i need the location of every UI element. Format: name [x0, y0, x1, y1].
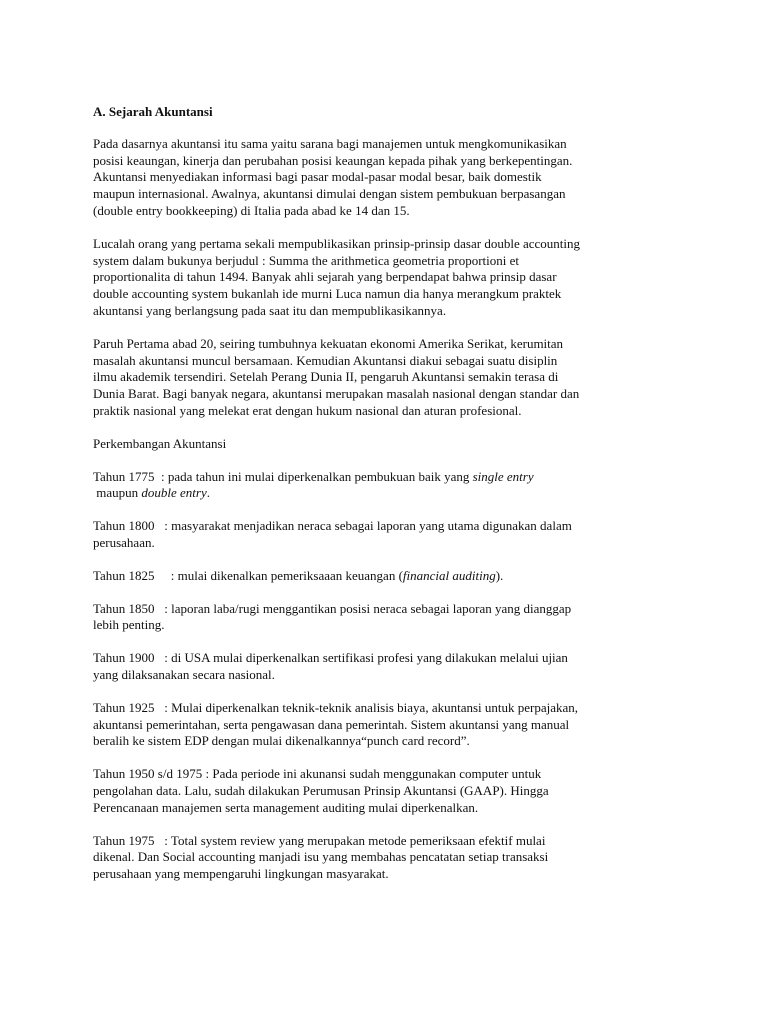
paragraph-20th-century [93, 336, 683, 420]
paragraph-line: masalah akuntansi muncul bersamaan. Kemudian Akuntansi diakui sebagai suatu disiplin [93, 352, 558, 368]
timeline-entry-1975 [93, 833, 683, 883]
timeline-entry-1825 [93, 568, 683, 585]
timeline-line: yang dilaksanakan secara nasional. [93, 666, 275, 682]
paragraph-line: ilmu akademik tersendiri. Setelah Perang Dunia II, pengaruh Akuntansi semakin terasa di [93, 369, 559, 385]
timeline-line: perusahaan. [93, 534, 155, 550]
timeline-text: maupun [93, 485, 142, 501]
timeline-entry-1775 [93, 469, 683, 503]
timeline-line: beralih ke sistem EDP dengan mulai dikenalkannya“punch card record”. [93, 733, 470, 749]
timeline-line: Tahun 1925 : Mulai diperkenalkan teknik-teknik analisis biaya, akuntansi untuk perpajakan, [93, 699, 579, 715]
document-page [93, 104, 683, 899]
paragraph-line: Paruh Pertama abad 20, seiring tumbuhnya kekuatan ekonomi Amerika Serikat, kerumitan [93, 335, 564, 351]
timeline-text: ). [495, 567, 504, 583]
section-heading: A. Sejarah Akuntansi [93, 104, 213, 119]
paragraph-line: maupun internasional. Awalnya, akuntansi dimulai dengan sistem pembukuan berpasangan [93, 186, 566, 202]
italic-term: financial auditing [402, 567, 496, 583]
paragraph-line: system dalam bukunya berjudul : Summa the arithmetica geometria proportioni et [93, 252, 520, 268]
timeline-line: Tahun 1950 s/d 1975 : Pada periode ini akunansi sudah menggunakan computer untuk [93, 766, 542, 782]
timeline-line: lebih penting. [93, 617, 165, 633]
timeline-line [93, 568, 683, 585]
timeline-line: dikenal. Dan Social accounting manjadi isu yang membahas pencatatan setiap transaksi [93, 849, 549, 865]
timeline-line [93, 485, 683, 502]
subheading-perkembangan: Perkembangan Akuntansi [93, 435, 227, 451]
paragraph-line: (double entry bookkeeping) di Italia pada abad ke 14 dan 15. [93, 202, 410, 218]
italic-term: double entry [141, 485, 207, 501]
paragraph-line: praktik nasional yang melekat erat dengan hukum nasional dan aturan profesional. [93, 402, 522, 418]
timeline-line: Perencanaan manajemen serta management auditing mulai diperkenalkan. [93, 799, 479, 815]
timeline-line [93, 469, 683, 486]
timeline-entry-1850 [93, 601, 683, 635]
timeline-text: Tahun 1775 : pada tahun ini mulai diperkenalkan pembukuan baik yang [93, 468, 473, 484]
paragraph-line: posisi keaungan, kinerja dan perubahan posisi keaungan kepada pihak yang berkepentingan. [93, 152, 573, 168]
timeline-entry-1900 [93, 650, 683, 684]
timeline-line: Tahun 1850 : laporan laba/rugi menggantikan posisi neraca sebagai laporan yang dianggap [93, 600, 572, 616]
timeline-entry-1925 [93, 700, 683, 750]
paragraph-line: Dunia Barat. Bagi banyak negara, akuntansi merupakan masalah nasional dengan standar dan [93, 386, 580, 402]
paragraph-intro [93, 136, 683, 220]
paragraph-line: akuntansi yang berlangsung pada saat itu dan mempublikasikannya. [93, 302, 447, 318]
italic-term: single entry [472, 468, 534, 484]
timeline-line: akuntansi pemerintahan, serta pengawasan dana pemerintah. Sistem akuntansi yang manual [93, 716, 570, 732]
timeline-line: Tahun 1900 : di USA mulai diperkenalkan sertifikasi profesi yang dilakukan melalui ujian [93, 650, 568, 666]
paragraph-line: proportionalita di tahun 1494. Banyak ahli sejarah yang berpendapat bahwa prinsip dasar [93, 269, 557, 285]
timeline-line: perusahaan yang mempengaruhi lingkungan masyarakat. [93, 866, 389, 882]
paragraph-line: Lucalah orang yang pertama sekali mempublikasikan prinsip-prinsip dasar double accounting [93, 235, 580, 251]
paragraph-line: Akuntansi menyediakan informasi bagi pasar modal-pasar modal besar, baik domestik [93, 169, 542, 185]
timeline-line: pengolahan data. Lalu, sudah dilakukan Perumusan Prinsip Akuntansi (GAAP). Hingga [93, 782, 549, 798]
timeline-line: Tahun 1800 : masyarakat menjadikan neraca sebagai laporan yang utama digunakan dalam [93, 518, 572, 534]
paragraph-line: Pada dasarnya akuntansi itu sama yaitu sarana bagi manajemen untuk mengkomunikasikan [93, 135, 567, 151]
timeline-text: Tahun 1825 : mulai dikenalkan pemeriksaaan keuangan ( [93, 567, 403, 583]
timeline-entry-1800 [93, 518, 683, 552]
timeline-line: Tahun 1975 : Total system review yang merupakan metode pemeriksaan efektif mulai [93, 832, 546, 848]
timeline-text: . [206, 485, 210, 501]
paragraph-luca [93, 236, 683, 320]
paragraph-line: double accounting system bukanlah ide murni Luca namun dia hanya merangkum praktek [93, 286, 562, 302]
timeline-entry-1950 [93, 766, 683, 816]
